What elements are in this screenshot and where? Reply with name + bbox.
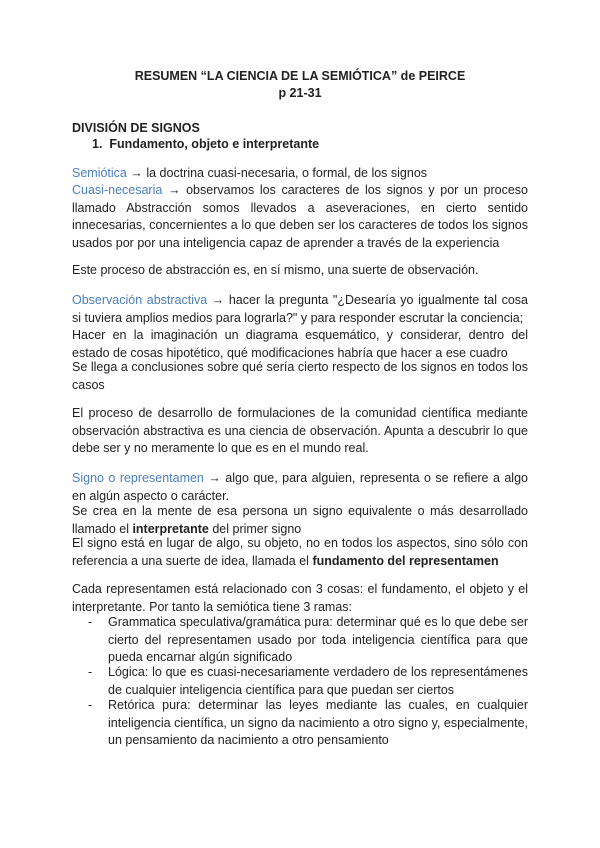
term-semiotica: Semiótica <box>72 166 127 180</box>
term-signo-representamen: Signo o representamen <box>72 471 204 485</box>
paragraph-diagrama: Hacer en la imaginación un diagrama esquemático, y considerar, dentro del estado de cosas hipotético, qué modificaciones habría que hacer a ese cuadro <box>72 328 528 360</box>
subheading: 1. Fundamento, objeto e interpretante <box>92 137 320 151</box>
paragraph-conclusiones: Se llega a conclusiones sobre qué sería cierto respecto de los signos en todos los casos <box>72 360 528 392</box>
bullet-marker: - <box>88 615 93 629</box>
paragraph-semiotica <box>72 165 528 183</box>
list-item: Grammatica speculativa/gramática pura: determinar qué es lo que debe ser cierto del representamen usado por toda inteligencia científica para que pueda encarnar algún significado <box>108 615 528 665</box>
list-item: Retórica pura: determinar las leyes mediante las cuales, en cualquier inteligencia científica, un signo da nacimiento a otro signo y, especialmente, un pensamiento da nacimiento a otro pensamiento <box>108 698 528 748</box>
paragraph-interpretante: Se crea en la mente de esa persona un signo equivalente o más desarrollado llamado el interpretante del primer signo <box>72 504 528 536</box>
list-item: Lógica: lo que es cuasi-necesariamente verdadero de los representámenes de cualquier inteligencia científica para que puedan ser ciertos <box>108 665 528 697</box>
definition-cuasi-necesaria: → observamos los caracteres de los signos y por un proceso llamado Abstracción somos llevados a aseveraciones, en cierto sentido innecesarias, concernientes a lo que deben ser los caracteres de todos los signos usados por por una inteligencia capaz de aprender a través de la experiencia <box>72 183 528 250</box>
paragraph-cuasi-necesaria <box>72 182 528 252</box>
page-range: p 21-31 <box>278 86 322 100</box>
definition-signo-representamen: → algo que, para alguien, representa o se refiere a algo en algún aspecto o carácter. <box>72 471 528 503</box>
paragraph-abstraccion: Este proceso de abstracción es, en sí mismo, una suerte de observación. <box>72 263 479 277</box>
definition-observacion-abstractiva: → hacer la pregunta "¿Desearía yo igualmente tal cosa si tuviera amplios medios para lograrla?" y para responder escrutar la conciencia; <box>72 293 528 325</box>
bold-fundamento-representamen: fundamento del representamen <box>312 553 499 568</box>
section-heading: DIVISIÓN DE SIGNOS <box>72 121 200 135</box>
bullet-marker: - <box>88 665 93 679</box>
paragraph-signo <box>72 470 528 505</box>
paragraph-ciencia-observacion: El proceso de desarrollo de formulaciones de la comunidad científica mediante observación abstractiva es una ciencia de observación. Apunta a descubrir lo que debe ser y no meramente lo que es en el mundo real. <box>72 406 528 456</box>
paragraph-fundamento: El signo está en lugar de algo, su objeto, no en todos los aspectos, sino sólo con referencia a una suerte de idea, llamada el fundamento del representamen <box>72 536 528 568</box>
bullet-marker: - <box>88 698 93 712</box>
term-cuasi-necesaria: Cuasi-necesaria <box>72 183 163 197</box>
term-observacion-abstractiva: Observación abstractiva <box>72 293 208 307</box>
document-title: RESUMEN “LA CIENCIA DE LA SEMIÓTICA” de PEIRCE <box>134 69 466 83</box>
paragraph-tres-ramas: Cada representamen está relacionado con 3 cosas: el fundamento, el objeto y el interpretante. Por tanto la semiótica tiene 3 ramas: <box>72 582 528 614</box>
paragraph-observacion-abstractiva <box>72 292 528 327</box>
definition-semiotica: → la doctrina cuasi-necesaria, o formal, de los signos <box>126 166 428 180</box>
bold-interpretante: interpretante <box>132 521 209 536</box>
